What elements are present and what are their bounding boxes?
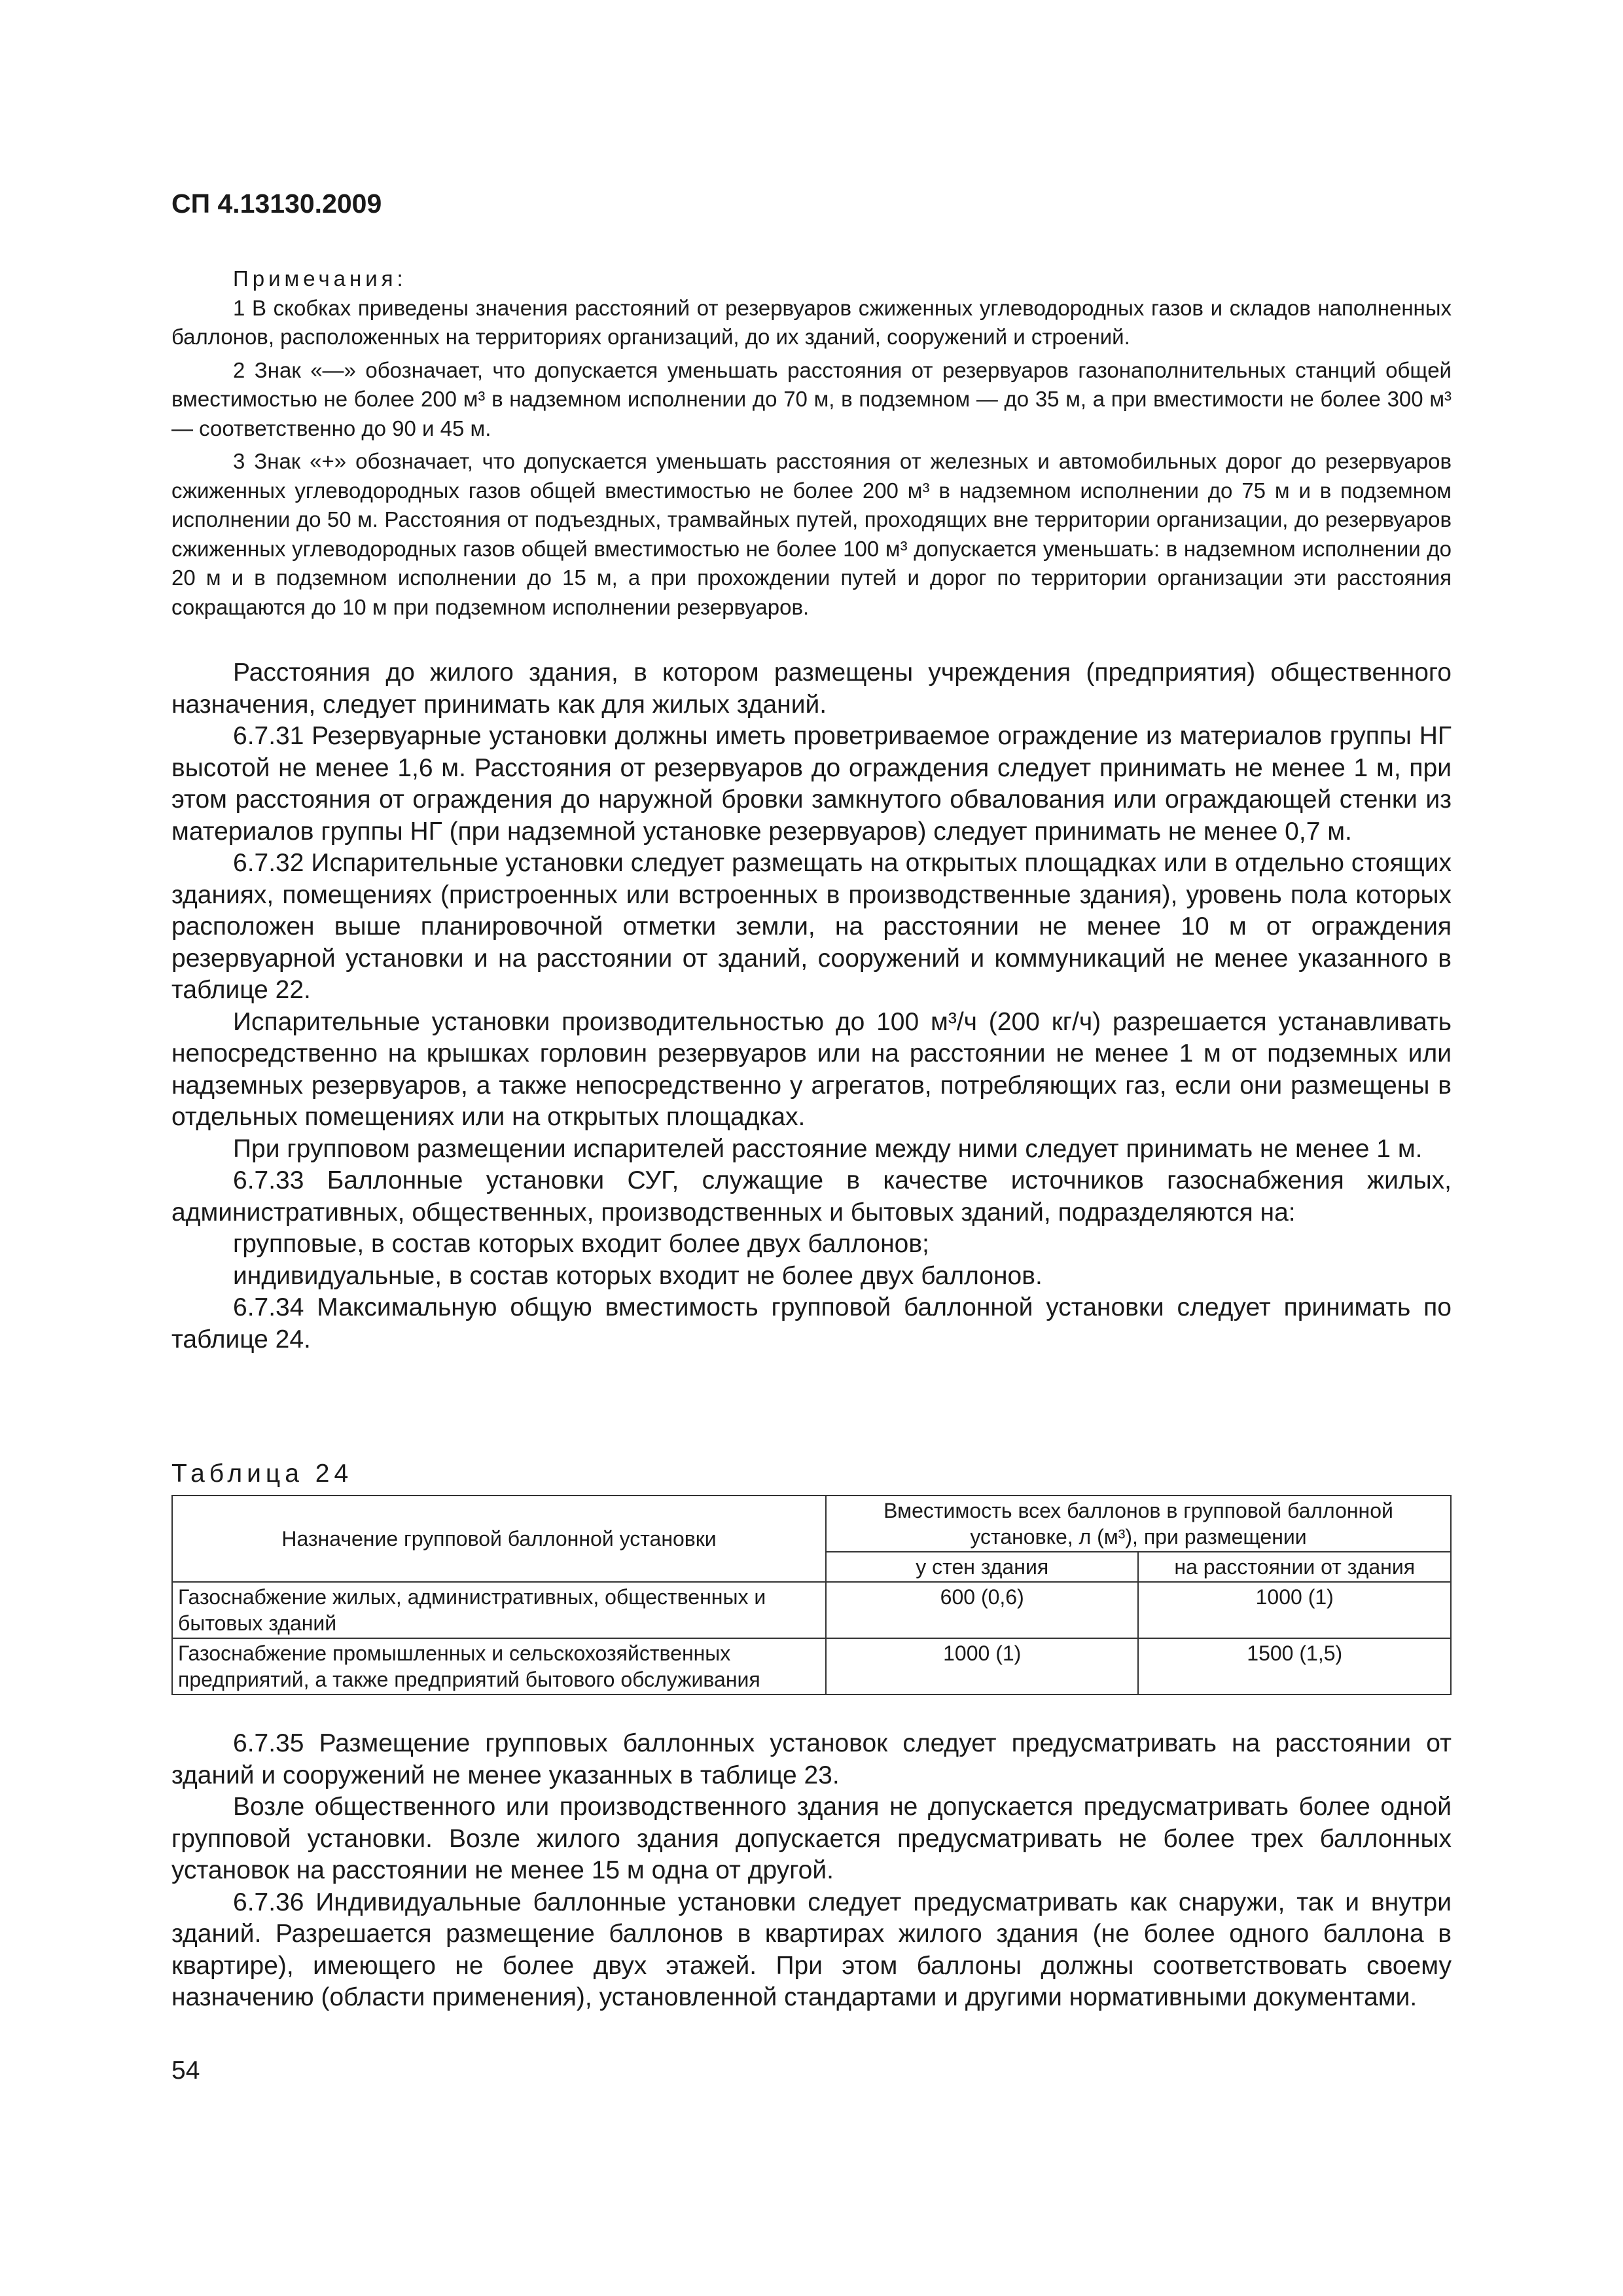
paragraph: Испарительные установки производительностью до 100 м³/ч (200 кг/ч) разрешается устанавливать непосредственно на крышках горловин резервуаров или на расстоянии не менее 1 м от подземных или надземных резервуаров, а также непосредственно у агрегатов, потребляющих газ, если они размещены в отдельных помещениях или на открытых площадках. xyxy=(171,1007,1452,1131)
cell-wall: 600 (0,6) xyxy=(826,1582,1138,1638)
paragraph: групповые, в состав которых входит более двух баллонов; xyxy=(233,1230,929,1258)
paragraph: При групповом размещении испарителей расстояние между ними следует принимать не менее 1 м. xyxy=(233,1134,1423,1163)
note-item: 3 Знак «+» обозначает, что допускается уменьшать расстояния от железных и автомобильных дорог до резервуаров сжиженных углеводородных газов общей вместимостью не более 200 м³ в надземном исполнении до 75 м и в подземном исполнении до 50 м. Расстояния от подъездных, трамвайных путей, проходящих вне территории организации, до резервуаров сжиженных углеводородных газов общей вместимостью не более 100 м³ допускается уменьшать: в надземном исполнении до 20 м и в подземном исполнении до 15 м, а при прохождении путей и дорог по территории организации эти расстояния сокращаются до 10 м при подземном исполнении резервуаров. xyxy=(171,449,1452,619)
notes-block xyxy=(171,264,1452,622)
header-capacity: Вместимость всех баллонов в групповой баллонной установке, л (м³), при размещении xyxy=(826,1496,1451,1552)
table-24 xyxy=(171,1495,1452,1695)
cell-purpose: Газоснабжение жилых, административных, общественных и бытовых зданий xyxy=(172,1582,826,1638)
note-item: 1 В скобках приведены значения расстояний от резервуаров сжиженных углеводородных газов и складов наполненных баллонов, расположенных на территориях организаций, до их зданий, сооружений и строений. xyxy=(171,295,1452,349)
notes-title: Примечания: xyxy=(233,266,407,291)
cell-distance: 1500 (1,5) xyxy=(1138,1638,1451,1695)
paragraph: 6.7.32 Испарительные установки следует размещать на открытых площадках или в отдельно стоящих зданиях, помещениях (пристроенных или встроенных в производственные здания), уровень пола которых расположен выше планировочной отметки земли, на расстоянии не менее 10 м от ограждения резервуарной установки и на расстоянии от зданий, сооружений и коммуникаций не менее указанного в таблице 22. xyxy=(171,849,1452,1004)
header-at-distance: на расстоянии от здания xyxy=(1138,1552,1451,1582)
table-row xyxy=(172,1582,1451,1638)
paragraph: 6.7.33 Баллонные установки СУГ, служащие в качестве источников газоснабжения жилых, административных, общественных, производственных и бытовых зданий, подразделяются на: xyxy=(171,1166,1452,1227)
document-code: СП 4.13130.2009 xyxy=(171,188,382,219)
table-row xyxy=(172,1638,1451,1695)
header-at-wall: у стен здания xyxy=(826,1552,1138,1582)
paragraph: 6.7.34 Максимальную общую вместимость групповой баллонной установки следует принимать по таблице 24. xyxy=(171,1293,1452,1354)
paragraph: 6.7.31 Резервуарные установки должны иметь проветриваемое ограждение из материалов группы НГ высотой не менее 1,6 м. Расстояния от резервуаров до ограждения следует принимать не менее 1 м, при этом расстояния от ограждения до наружной бровки замкнутого обвалования или ограждающей стенки из материалов группы НГ (при надземной установке резервуаров) следует принимать не менее 0,7 м. xyxy=(171,722,1452,846)
body-text xyxy=(171,657,1452,1355)
paragraph: Возле общественного или производственного здания не допускается предусматривать более одной групповой установки. Возле жилого здания допускается предусматривать не более трех баллонных установок на расстоянии не менее 15 м одна от другой. xyxy=(171,1793,1452,1884)
paragraph: индивидуальные, в состав которых входит не более двух баллонов. xyxy=(233,1261,1043,1290)
paragraph: 6.7.35 Размещение групповых баллонных установок следует предусматривать на расстоянии от зданий и сооружений не менее указанных в таблице 23. xyxy=(171,1729,1452,1789)
cell-purpose: Газоснабжение промышленных и сельскохозяйственных предприятий, а также предприятий бытового обслуживания xyxy=(172,1638,826,1695)
header-purpose: Назначение групповой баллонной установки xyxy=(172,1496,826,1582)
paragraph: 6.7.36 Индивидуальные баллонные установки следует предусматривать как снаружи, так и внутри зданий. Разрешается размещение баллонов в квартирах жилого здания (не более одного баллона в квартире), имеющего не более двух этажей. При этом баллоны должны соответствовать своему назначению (области применения), установленной стандартами и другими нормативными документами. xyxy=(171,1888,1452,2011)
body-text-2 xyxy=(171,1728,1452,2014)
page-number: 54 xyxy=(171,2056,200,2085)
paragraph: Расстояния до жилого здания, в котором размещены учреждения (предприятия) общественного назначения, следует принимать как для жилых зданий. xyxy=(171,658,1452,719)
cell-wall: 1000 (1) xyxy=(826,1638,1138,1695)
cell-distance: 1000 (1) xyxy=(1138,1582,1451,1638)
note-item: 2 Знак «—» обозначает, что допускается уменьшать расстояния от резервуаров газонаполнительных станций общей вместимостью не более 200 м³ в надземном исполнении до 70 м, в подземном — до 35 м, а при вместимости не более 300 м³ — соответственно до 90 и 45 м. xyxy=(171,357,1452,440)
table-caption: Таблица 24 xyxy=(171,1460,353,1488)
